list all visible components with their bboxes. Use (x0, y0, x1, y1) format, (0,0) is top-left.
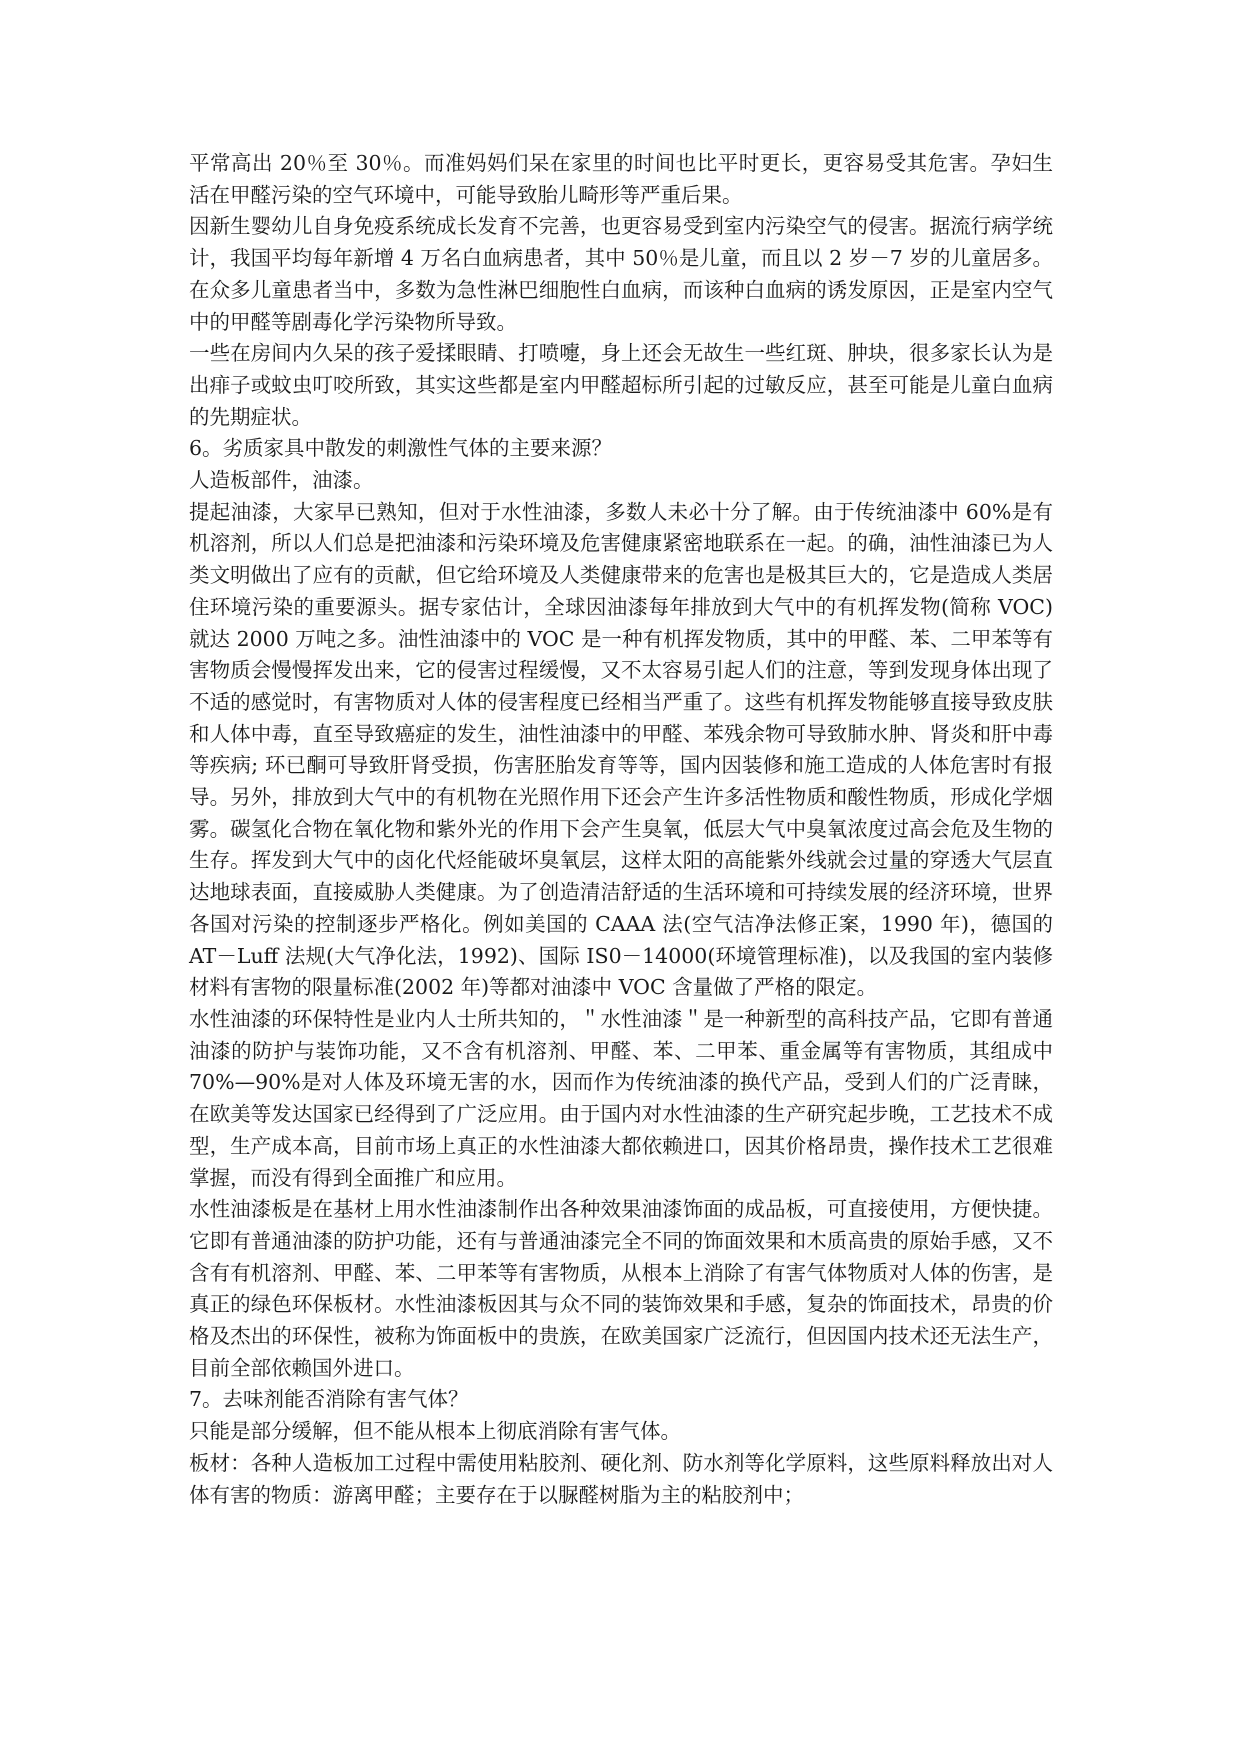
document-body (189, 148, 1053, 1511)
answer-7: 只能是部分缓解，但不能从根本上彻底消除有害气体。 (189, 1419, 681, 1444)
question-6-heading: 6。劣质家具中散发的刺激性气体的主要来源？ (189, 436, 613, 461)
paragraph-water-paint-board: 水性油漆板是在基材上用水性油漆制作出各种效果油漆饰面的成品板，可直接使用，方便快捷。它即有普通油漆的防护功能，还有与普通油漆完全不同的饰面效果和木质高贵的原始手感，又不含有有机溶剂、甲醛、苯、二甲苯等有害物质，从根本上消除了有害气体物质对人体的伤害，是真正的绿色环保板材。水性油漆板因其与众不同的装饰效果和手感，复杂的饰面技术，昂贵的价格及杰出的环保性，被称为饰面板中的贵族，在欧美国家广泛流行，但因国内技术还无法生产，目前全部依赖国外进口。 (189, 1197, 1053, 1380)
paragraph-pregnancy-risk: 平常高出 20％至 30％。而准妈妈们呆在家里的时间也比平时更长，更容易受其危害。孕妇生活在甲醛污染的空气环境中，可能导致胎儿畸形等严重后果。 (189, 151, 1053, 207)
question-7-heading: 7。去味剂能否消除有害气体？ (189, 1387, 469, 1412)
paragraph-board-materials: 板材：各种人造板加工过程中需使用粘胶剂、硬化剂、防水剂等化学原料，这些原料释放出对人体有害的物质：游离甲醛；主要存在于以脲醛树脂为主的粘胶剂中； (189, 1450, 1053, 1507)
paragraph-water-based-paint: 水性油漆的环保特性是业内人士所共知的，＂水性油漆＂是一种新型的高科技产品，它即有普通油漆的防护与装饰功能，又不含有机溶剂、甲醛、苯、二甲苯、重金属等有害物质，其组成中 70%—90%是对人体及环境无害的水，因而作为传统油漆的换代产品，受到人们的广泛青睐，在欧美等发达国家已经得到了广泛应用。由于国内对水性油漆的生产研究起步晚，工艺技术不成型，生产成本高，目前市场上真正的水性油漆大都依赖进口，因其价格昂贵，操作技术工艺很难掌握，而没有得到全面推广和应用。 (189, 1006, 1053, 1190)
paragraph-infant-leukemia: 因新生婴幼儿自身免疫系统成长发育不完善，也更容易受到室内污染空气的侵害。据流行病学统计，我国平均每年新增 4 万名白血病患者，其中 50％是儿童，而且以 2 岁－7 岁的儿童居多。在众多儿童患者当中，多数为急性淋巴细胞性白血病，而该种白血病的诱发原因，正是室内空气中的甲醛等剧毒化学污染物所导致。 (189, 214, 1053, 334)
paragraph-oil-paint-voc: 提起油漆，大家早已熟知，但对于水性油漆，多数人未必十分了解。由于传统油漆中 60%是有机溶剂，所以人们总是把油漆和污染环境及危害健康紧密地联系在一起。的确，油性油漆已为人类文明做出了应有的贡献，但它给环境及人类健康带来的危害也是极其巨大的，它是造成人类居住环境污染的重要源头。据专家估计，全球因油漆每年排放到大气中的有机挥发物(简称 VOC)就达 2000 万吨之多。油性油漆中的 VOC 是一种有机挥发物质，其中的甲醛、苯、二甲苯等有害物质会慢慢挥发出来，它的侵害过程缓慢，又不太容易引起人们的注意，等到发现身体出现了不适的感觉时，有害物质对人体的侵害程度已经相当严重了。这些有机挥发物能够直接导致皮肤和人体中毒，直至导致癌症的发生，油性油漆中的甲醛、苯残余物可导致肺水肿、肾炎和肝中毒等疾病; 环已酮可导致肝肾受损，伤害胚胎发育等等，国内因装修和施工造成的人体危害时有报导。另外，排放到大气中的有机物在光照作用下还会产生许多活性物质和酸性物质，形成化学烟雾。碳氢化合物在氧化物和紫外光的作用下会产生臭氧，低层大气中臭氧浓度过高会危及生物的生存。挥发到大气中的卤化代烃能破坏臭氧层，这样太阳的高能紫外线就会过量的穿透大气层直达地球表面，直接威胁人类健康。为了创造清洁舒适的生活环境和可持续发展的经济环境，世界各国对污染的控制逐步严格化。例如美国的 CAAA 法(空气洁净法修正案，1990 年)，德国的 AT－Luff 法规(大气净化法，1992)、国际 IS0－14000(环境管理标准)，以及我国的室内装修材料有害物的限量标准(2002 年)等都对油漆中 VOC 含量做了严格的限定。 (189, 499, 1053, 1000)
paragraph-child-symptoms: 一些在房间内久呆的孩子爱揉眼睛、打喷嚏，身上还会无故生一些红斑、肿块，很多家长认为是出痱子或蚊虫叮咬所致，其实这些都是室内甲醛超标所引起的过敏反应，甚至可能是儿童白血病的先期症状。 (189, 341, 1053, 429)
answer-6: 人造板部件，油漆。 (189, 468, 374, 493)
